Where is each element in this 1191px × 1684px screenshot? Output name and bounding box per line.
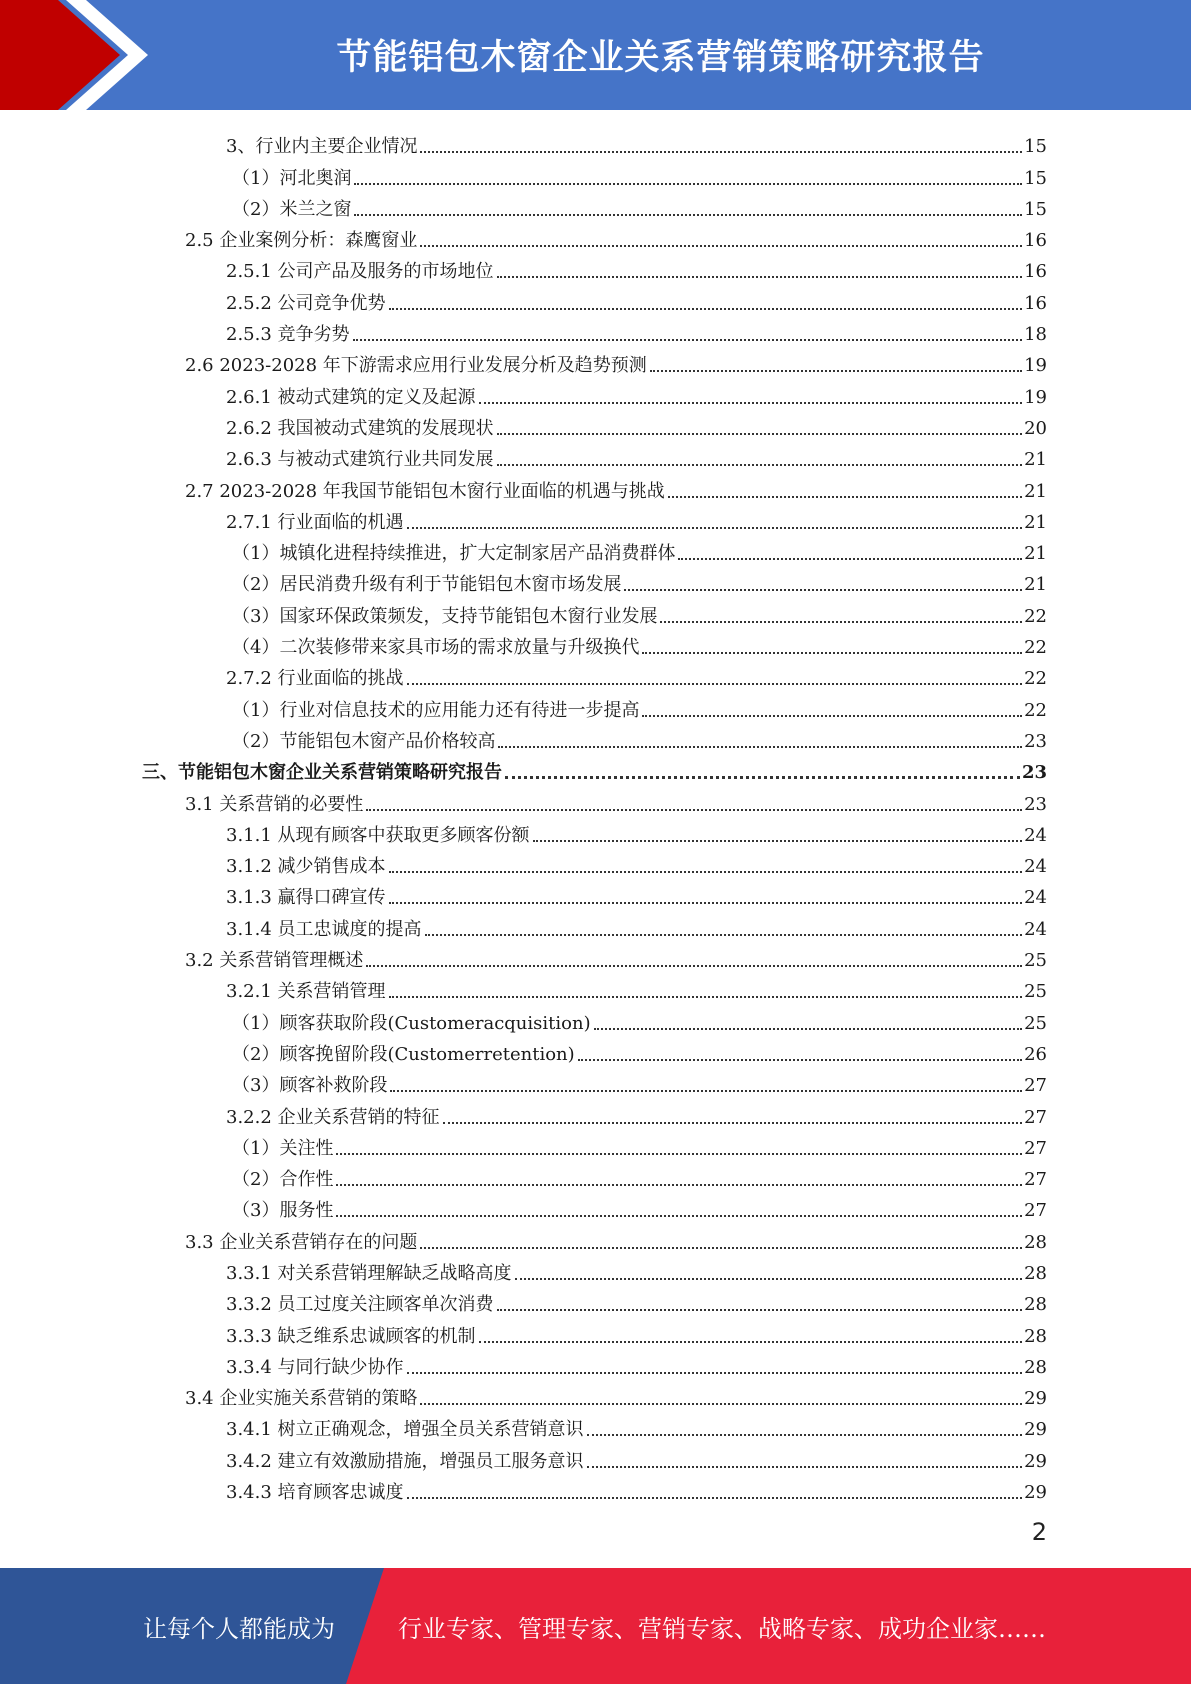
table-of-contents — [0, 127, 1191, 1504]
toc-entry-title: （1）行业对信息技术的应用能力还有待进一步提高 — [232, 699, 640, 721]
toc-entry-page-number: 22 — [1024, 699, 1047, 721]
toc-entry[interactable] — [0, 315, 1191, 346]
toc-entry-title: （2）米兰之窗 — [232, 198, 352, 220]
toc-entry-title: 2.5 企业案例分析：森鹰窗业 — [185, 230, 418, 252]
toc-entry-page-number: 20 — [1024, 417, 1047, 439]
toc-dot-leader — [498, 746, 1022, 748]
toc-entry-page-number: 15 — [1024, 198, 1047, 220]
toc-entry-title: 3.3 企业关系营销存在的问题 — [185, 1231, 418, 1253]
toc-entry-title: 2.5.3 竞争劣势 — [226, 324, 350, 346]
toc-dot-leader — [407, 1497, 1023, 1499]
page-header — [0, 0, 1191, 110]
toc-entry[interactable] — [0, 847, 1191, 878]
toc-entry-page-number: 21 — [1024, 574, 1047, 596]
toc-dot-leader — [420, 1247, 1022, 1249]
toc-entry-title: 3.2 关系营销管理概述 — [185, 950, 364, 972]
toc-entry[interactable] — [0, 784, 1191, 815]
toc-entry-page-number: 18 — [1024, 324, 1047, 346]
toc-entry[interactable] — [0, 1410, 1191, 1441]
toc-entry-page-number: 22 — [1024, 637, 1047, 659]
toc-dot-leader — [354, 214, 1022, 216]
toc-entry[interactable] — [0, 722, 1191, 753]
toc-entry-title: 3、行业内主要企业情况 — [226, 136, 418, 158]
toc-entry-page-number: 24 — [1024, 918, 1047, 940]
toc-entry-page-number: 21 — [1024, 543, 1047, 565]
toc-entry[interactable] — [0, 409, 1191, 440]
toc-dot-leader — [336, 1184, 1022, 1186]
toc-entry[interactable] — [0, 565, 1191, 596]
toc-dot-leader — [660, 621, 1022, 623]
toc-entry[interactable] — [0, 1348, 1191, 1379]
toc-entry-page-number: 22 — [1024, 605, 1047, 627]
toc-entry-page-number: 29 — [1024, 1388, 1047, 1410]
report-title: 节能铝包木窗企业关系营销策略研究报告 — [336, 38, 985, 78]
toc-entry[interactable] — [0, 878, 1191, 909]
toc-entry-title: 2.7 2023-2028 年我国节能铝包木窗行业面临的机遇与挑战 — [185, 480, 665, 502]
toc-entry[interactable] — [0, 440, 1191, 471]
toc-entry[interactable] — [0, 534, 1191, 565]
toc-dot-leader — [389, 308, 1023, 310]
toc-entry-title: 2.5.2 公司竞争优势 — [226, 292, 386, 314]
toc-dot-leader — [497, 1309, 1023, 1311]
toc-entry[interactable] — [0, 158, 1191, 189]
toc-entry[interactable] — [0, 659, 1191, 690]
toc-entry-page-number: 27 — [1024, 1169, 1047, 1191]
toc-entry-title: 3.4.2 建立有效激励措施，增强员工服务意识 — [226, 1450, 584, 1472]
toc-entry-page-number: 21 — [1024, 480, 1047, 502]
toc-entry-page-number: 28 — [1024, 1231, 1047, 1253]
toc-dot-leader — [479, 402, 1023, 404]
toc-entry-title: 3.3.2 员工过度关注顾客单次消费 — [226, 1294, 494, 1316]
toc-entry-page-number: 15 — [1024, 136, 1047, 158]
toc-entry-title: 3.3.3 缺乏维系忠诚顾客的机制 — [226, 1325, 476, 1347]
toc-entry-page-number: 29 — [1024, 1482, 1047, 1504]
toc-entry-page-number: 23 — [1024, 730, 1047, 752]
toc-dot-leader — [578, 1059, 1022, 1061]
toc-entry-page-number: 27 — [1024, 1137, 1047, 1159]
toc-entry-title: 3.2.1 关系营销管理 — [226, 981, 386, 1003]
toc-entry[interactable] — [0, 972, 1191, 1003]
toc-dot-leader — [497, 276, 1023, 278]
toc-dot-leader — [642, 652, 1022, 654]
toc-entry[interactable] — [0, 1222, 1191, 1253]
toc-dot-leader — [425, 934, 1023, 936]
toc-entry-page-number: 28 — [1024, 1356, 1047, 1378]
toc-entry[interactable] — [0, 1441, 1191, 1472]
toc-entry-page-number: 16 — [1024, 292, 1047, 314]
toc-entry-title: （4）二次装修带来家具市场的需求放量与升级换代 — [232, 637, 640, 659]
toc-entry[interactable] — [0, 690, 1191, 721]
toc-entry-title: 3.4 企业实施关系营销的策略 — [185, 1388, 418, 1410]
toc-entry[interactable] — [0, 1285, 1191, 1316]
toc-entry-title: 3.3.1 对关系营销理解缺乏战略高度 — [226, 1262, 512, 1284]
toc-entry[interactable] — [0, 596, 1191, 627]
toc-entry-page-number: 23 — [1021, 762, 1047, 784]
toc-dot-leader — [420, 245, 1022, 247]
toc-dot-leader — [668, 496, 1022, 498]
toc-entry-page-number: 15 — [1024, 167, 1047, 189]
toc-dot-leader — [389, 996, 1023, 998]
toc-entry-page-number: 16 — [1024, 230, 1047, 252]
toc-dot-leader — [407, 527, 1023, 529]
toc-entry-title: （1）关注性 — [232, 1137, 334, 1159]
toc-entry-title: 3.1.2 减少销售成本 — [226, 856, 386, 878]
toc-entry[interactable] — [0, 1316, 1191, 1347]
toc-entry-title: 3.2.2 企业关系营销的特征 — [226, 1106, 440, 1128]
footer-slogan-left: 让每个人都能成为 — [143, 1614, 335, 1643]
toc-entry-title: （2）节能铝包木窗产品价格较高 — [232, 730, 496, 752]
toc-entry-page-number: 25 — [1024, 981, 1047, 1003]
toc-dot-leader — [587, 1434, 1023, 1436]
toc-entry[interactable] — [0, 628, 1191, 659]
toc-dot-leader — [650, 370, 1022, 372]
toc-dot-leader — [533, 840, 1023, 842]
toc-entry-page-number: 24 — [1024, 824, 1047, 846]
toc-entry[interactable] — [0, 221, 1191, 252]
toc-entry[interactable] — [0, 753, 1191, 784]
toc-entry-page-number: 21 — [1024, 511, 1047, 533]
page-footer — [0, 1568, 1191, 1684]
toc-dot-leader — [479, 1341, 1023, 1343]
toc-dot-leader — [390, 1090, 1022, 1092]
toc-dot-leader — [389, 871, 1023, 873]
toc-entry[interactable] — [0, 127, 1191, 158]
toc-dot-leader — [497, 433, 1023, 435]
toc-entry-page-number: 19 — [1024, 355, 1047, 377]
toc-dot-leader — [336, 1215, 1022, 1217]
toc-entry-title: 3.1.4 员工忠诚度的提高 — [226, 918, 422, 940]
toc-dot-leader — [497, 464, 1023, 466]
toc-entry-title: 2.7.2 行业面临的挑战 — [226, 668, 404, 690]
toc-entry[interactable] — [0, 1003, 1191, 1034]
toc-entry-title: 2.7.1 行业面临的机遇 — [226, 511, 404, 533]
toc-entry-page-number: 28 — [1024, 1294, 1047, 1316]
toc-entry[interactable] — [0, 283, 1191, 314]
toc-entry-page-number: 27 — [1024, 1200, 1047, 1222]
toc-dot-leader — [353, 339, 1023, 341]
toc-entry-page-number: 29 — [1024, 1450, 1047, 1472]
toc-entry[interactable] — [0, 1066, 1191, 1097]
toc-entry-page-number: 21 — [1024, 449, 1047, 471]
toc-entry-title: 2.6.1 被动式建筑的定义及起源 — [226, 386, 476, 408]
toc-entry-title: （3）国家环保政策频发，支持节能铝包木窗行业发展 — [232, 605, 658, 627]
toc-dot-leader — [515, 1278, 1023, 1280]
toc-entry-page-number: 22 — [1024, 668, 1047, 690]
toc-entry[interactable] — [0, 1035, 1191, 1066]
toc-entry-page-number: 29 — [1024, 1419, 1047, 1441]
toc-entry-page-number: 19 — [1024, 386, 1047, 408]
toc-dot-leader — [354, 183, 1022, 185]
toc-entry-title: 三、节能铝包木窗企业关系营销策略研究报告 — [142, 762, 502, 784]
toc-entry-title: 2.6.2 我国被动式建筑的发展现状 — [226, 417, 494, 439]
toc-entry-page-number: 25 — [1024, 1012, 1047, 1034]
page-number: 2 — [1031, 1518, 1047, 1546]
toc-dot-leader — [407, 683, 1023, 685]
toc-entry[interactable] — [0, 1097, 1191, 1128]
toc-entry[interactable] — [0, 346, 1191, 377]
toc-entry[interactable] — [0, 816, 1191, 847]
toc-entry-page-number: 26 — [1024, 1043, 1047, 1065]
toc-entry-title: 2.6.3 与被动式建筑行业共同发展 — [226, 449, 494, 471]
toc-entry[interactable] — [0, 1160, 1191, 1191]
toc-entry[interactable] — [0, 190, 1191, 221]
toc-entry-title: 3.1.1 从现有顾客中获取更多顾客份额 — [226, 824, 530, 846]
toc-dot-leader — [678, 558, 1022, 560]
toc-entry[interactable] — [0, 1191, 1191, 1222]
toc-entry-title: 3.4.3 培育顾客忠诚度 — [226, 1482, 404, 1504]
toc-dot-leader — [443, 1122, 1023, 1124]
toc-dot-leader — [505, 776, 1020, 779]
toc-dot-leader — [389, 902, 1023, 904]
toc-dot-leader — [624, 589, 1022, 591]
toc-entry[interactable] — [0, 503, 1191, 534]
toc-entry[interactable] — [0, 1473, 1191, 1504]
toc-entry[interactable] — [0, 471, 1191, 502]
toc-entry-title: （1）城镇化进程持续推进，扩大定制家居产品消费群体 — [232, 543, 676, 565]
toc-entry-page-number: 27 — [1024, 1075, 1047, 1097]
toc-entry-title: （3）服务性 — [232, 1200, 334, 1222]
toc-entry-page-number: 24 — [1024, 856, 1047, 878]
toc-entry-title: 2.5.1 公司产品及服务的市场地位 — [226, 261, 494, 283]
toc-dot-leader — [420, 1403, 1022, 1405]
toc-entry[interactable] — [0, 1129, 1191, 1160]
toc-dot-leader — [366, 809, 1022, 811]
toc-entry-title: （2）合作性 — [232, 1169, 334, 1191]
toc-entry-title: 3.1 关系营销的必要性 — [185, 793, 364, 815]
toc-entry-title: （3）顾客补救阶段 — [232, 1075, 388, 1097]
toc-entry[interactable] — [0, 909, 1191, 940]
toc-entry-page-number: 16 — [1024, 261, 1047, 283]
toc-entry[interactable] — [0, 1379, 1191, 1410]
footer-slogan-right: 行业专家、管理专家、营销专家、战略专家、成功企业家…… — [398, 1614, 1046, 1643]
toc-dot-leader — [420, 151, 1022, 153]
toc-entry-title: （1）顾客获取阶段(Customeracquisition) — [232, 1012, 591, 1034]
toc-entry-title: （2）居民消费升级有利于节能铝包木窗市场发展 — [232, 574, 622, 596]
toc-entry-title: （2）顾客挽留阶段(Customerretention) — [232, 1043, 575, 1065]
toc-entry-title: 3.1.3 赢得口碑宣传 — [226, 887, 386, 909]
toc-entry-page-number: 23 — [1024, 793, 1047, 815]
toc-dot-leader — [587, 1466, 1023, 1468]
toc-entry-page-number: 24 — [1024, 887, 1047, 909]
toc-entry-title: 3.3.4 与同行缺少协作 — [226, 1356, 404, 1378]
toc-entry[interactable] — [0, 377, 1191, 408]
toc-entry-title: 3.4.1 树立正确观念，增强全员关系营销意识 — [226, 1419, 584, 1441]
toc-dot-leader — [336, 1153, 1022, 1155]
toc-dot-leader — [366, 965, 1022, 967]
toc-entry-title: 2.6 2023-2028 年下游需求应用行业发展分析及趋势预测 — [185, 355, 647, 377]
header-arrow-decoration — [0, 0, 160, 110]
toc-entry[interactable] — [0, 252, 1191, 283]
toc-entry-title: （1）河北奥润 — [232, 167, 352, 189]
toc-entry-page-number: 28 — [1024, 1262, 1047, 1284]
toc-entry-page-number: 27 — [1024, 1106, 1047, 1128]
toc-dot-leader — [642, 715, 1022, 717]
toc-entry-page-number: 28 — [1024, 1325, 1047, 1347]
toc-entry[interactable] — [0, 941, 1191, 972]
toc-entry[interactable] — [0, 1254, 1191, 1285]
toc-dot-leader — [407, 1372, 1023, 1374]
toc-dot-leader — [594, 1028, 1023, 1030]
toc-entry-page-number: 25 — [1024, 950, 1047, 972]
